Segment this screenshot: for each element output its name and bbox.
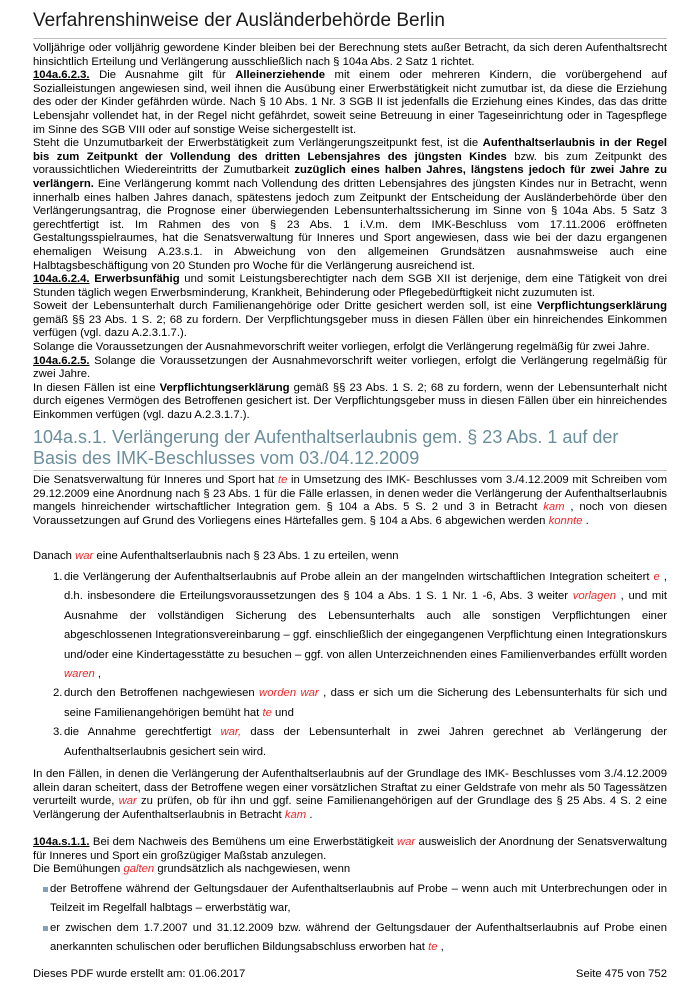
footer-page-number: Seite 475 von 752 bbox=[575, 968, 667, 980]
document-title: Verfahrenshinweise der Ausländerbehörde Berlin bbox=[33, 10, 445, 31]
list-item: der Betroffene während der Geltungsdauer der Aufenthaltserlaubnis auf Probe – wenn auch mit Unterbrechungen oder in Teilzeit im Regelfall halbtags – erwerbstätig war, bbox=[33, 880, 667, 919]
section-heading: 104a.s.1. Verlängerung der Aufenthaltserlaubnis gem. § 23 Abs. 1 auf der Basis des IMK-Beschlusses vom 03./04.12.2009 bbox=[33, 427, 619, 468]
paragraph-unzumutbarkeit: Steht die Unzumutbarkeit der Erwerbstätigkeit zum Verlängerungszeitpunkt fest, ist die Aufenthaltserlaubnis in der Regel bis zum Zeitpunkt der Vollendung des dritten Lebensjahres des jüngsten Kindes bzw. bis zum Zeitpunkt des voraussichtlichen Wiedereintritts der Zumutbarkeit zuzüglich eines halben Jahres, längstens jedoch für zwei Jahre zu verlängern. Eine Verlängerung kommt nach Vollendung des dritten Lebensjahres des jüngsten Kindes nur in Betracht, wenn innerhalb eines halben Jahres danach, spätestens jedoch zum Zeitpunkt der Entscheidung der Ausländerbehörde über den Verlängerungsantrag, die Prognose einer überwiegenden Lebensunterhaltssicherung im Sinne von § 104a Abs. 5 Satz 3 gerechtfertigt ist. Im Rahmen des von § 23 Abs. 1 i.V.m. dem IMK-Beschluss vom 17.11.2006 eröffneten Gestaltungsspielraumes, hat die Senatsverwaltung für Inneres und Sport angewiesen, dass wie bei der dazu ergangenen ehemaligen Weisung A.23.s.1. in Abweichung von den allgemeinen Grundsätzen ausnahmsweise auch eine Halbtagsbeschäftigung von 20 Stunden pro Woche für die Verlängerung ausreichend ist. bbox=[33, 137, 667, 272]
footer-created-date: Dieses PDF wurde erstellt am: 01.06.2017 bbox=[33, 968, 246, 980]
section-104a-s-1-1: 104a.s.1.1. Bei dem Nachweis des Bemühens um eine Erwerbstätigkeit war ausweislich der Anordnung der Senatsverwaltung für Inneres und Sport ein großzügiger Maßstab anzulegen. Die Bemühungen galten grundsätzlich als nachgewiesen, wenn bbox=[33, 836, 667, 876]
conditions-lead-in: Danach war eine Aufenthaltserlaubnis nach § 23 Abs. 1 zu erteilen, wenn bbox=[33, 550, 399, 562]
paragraph-straftat: In den Fällen, in denen die Verlängerung der Aufenthaltserlaubnis auf der Grundlage des IMK- Beschlusses vom 3./4.12.2009 allein daran scheitert, dass der Betroffene wegen einer vorsätzlichen Straftat zu einer Geldstrafe von mehr als 50 Tagessätzen verurteilt wurde, war zu prüfen, ob für ihn und ggf. seine Familienangehörigen auf der Grundlage des § 25 Abs. 4 S. 2 eine Verlängerung der Aufenthaltserlaubnis in Betracht kam . bbox=[33, 768, 667, 821]
bullet-square-icon bbox=[43, 926, 48, 931]
section-number: 104a.6.2.5. bbox=[33, 354, 90, 367]
bullet-square-icon bbox=[43, 887, 48, 892]
list-item: 3. die Annahme gerechtfertigt war, dass der Lebensunterhalt in zwei Jahren gerechnet ab Verlängerung der Aufenthaltserlaubnis gesichert sein wird. bbox=[53, 726, 667, 758]
section-intro-paragraph: Die Senatsverwaltung für Inneres und Sport hat te in Umsetzung des IMK- Beschlusses vom 3./4.12.2009 mit Schreiben vom 29.12.2009 eine Anordnung nach § 23 Abs. 1 für die Fälle erlassen, in denen weder die Verlängerung der Aufenthaltserlaubnis mangels hinreichender wirtschaftlicher Integration gem. § 104 a Abs. 5 S. 2 und 3 in Betracht kam , noch von diesen Voraussetzungen auf Grund des Vorliegens eines Härtefalles gem. § 104 a Abs. 6 abgewichen werden konnte . bbox=[33, 474, 667, 527]
paragraph-verpflichtung-2: In diesen Fällen ist eine Verpflichtungserklärung gemäß §§ 23 Abs. 1 S. 2; 68 zu fordern, wenn der Lebensunterhalt nicht durch eigenes Vermögen des Betroffenen gesichert ist. Der Verpflichtungsgeber muss in diesen Fällen über ein hinreichendes Einkommen verfügen (vgl. dazu A.2.3.1.7.). bbox=[33, 381, 667, 422]
paragraph-two-years: Solange die Voraussetzungen der Ausnahmevorschrift weiter vorliegen, erfolgt die Verlängerung regelmäßig für zwei Jahre. bbox=[33, 341, 650, 354]
section-104a-6-2-4: 104a.6.2.4. Erwerbsunfähig und somit Leistungsberechtigter nach dem SGB XII ist derjenige, dem eine Tätigkeit von drei Stunden täglich wegen Erwerbsminderung, Krankheit, Behinderung oder Pflegebedürftigkeit nicht zuzumuten ist. bbox=[33, 273, 667, 299]
paragraph-adult-children: Volljährige oder volljährig gewordene Kinder bleiben bei der Berechnung stets außer Betracht, da sich deren Aufenthaltsrecht hinsichtlich Erteilung und Verlängerung ausschließlich nach § 104a Abs. 2 Satz 1 richtet. bbox=[33, 42, 667, 68]
title-divider bbox=[33, 38, 667, 39]
section-104a-6-2-3: 104a.6.2.3. Die Ausnahme gilt für Alleinerziehende mit einem oder mehreren Kindern, die vorübergehend auf Sozialleistungen angewiesen sind, weil ihnen die Ausübung einer Erwerbstätigkeit nicht zumutbar ist, da diese die Erziehung des oder der Kinder gefährden würde. Nach § 10 Abs. 1 Nr. 3 SGB II ist jedenfalls die Erziehung eines Kindes, das das dritte Lebensjahr vollendet hat, in der Regel nicht gefährdet, soweit seine Betreuung in einer Tageseinrichtung oder in Tagespflege im Sinne des SGB VIII oder auf sonstige Weise sichergestellt ist. bbox=[33, 69, 667, 136]
list-item: 2. durch den Betroffenen nachgewiesen worden war , dass er sich um die Sicherung des Lebensunterhalts für sich und seine Familienangehörigen bemüht hat te und bbox=[53, 687, 667, 719]
paragraph-verpflichtung-1: Soweit der Lebensunterhalt durch Familienangehörige oder Dritte gesichert werden soll, ist eine Verpflichtungserklärung gemäß §§ 23 Abs. 1 S. 2; 68 zu fordern. Der Verpflichtungsgeber muss in diesen Fällen über ein hinreichendes Einkommen verfügen (vgl. dazu A.2.3.1.7.). bbox=[33, 300, 667, 340]
evidence-bullet-list bbox=[33, 880, 667, 958]
section-number: 104a.6.2.4. bbox=[33, 273, 90, 286]
heading-divider bbox=[33, 470, 667, 471]
conditions-list bbox=[33, 568, 667, 762]
list-item: 1. die Verlängerung der Aufenthaltserlaubnis auf Probe allein an der mangelnden wirtschaftlichen Integration scheitert e , d.h. insbesondere die Erteilungsvoraussetzungen des § 104 a Abs. 1 S. 1 Nr. 1 -6, Abs. 3 weiter vorlagen , und mit Ausnahme der vollständigen Sicherung des Lebensunterhalts auch alle sonstigen Verpflichtungen einer abgeschlossenen Integrationsvereinbarung – ggf. einschließlich der eingegangenen Verpflichtung einen Integrationskurs und/oder eine Kindertagesstätte zu besuchen – ggf. von allen Unterzeichnenden eines Familienverbandes erfüllt worden waren , bbox=[53, 571, 667, 681]
intro-block bbox=[33, 42, 667, 423]
section-number: 104a.s.1.1. bbox=[33, 836, 90, 848]
section-number: 104a.6.2.3. bbox=[33, 69, 90, 82]
list-item: er zwischen dem 1.7.2007 und 31.12.2009 bzw. während der Geltungsdauer der Aufenthaltserlaubnis auf Probe einen anerkannten schulischen oder beruflichen Bildungsabschluss erworben hat te , bbox=[33, 919, 667, 958]
section-104a-6-2-5: 104a.6.2.5. Solange die Voraussetzungen der Ausnahmevorschrift weiter vorliegen, erfolgt die Verlängerung regelmäßig für zwei Jahre. bbox=[33, 354, 667, 381]
